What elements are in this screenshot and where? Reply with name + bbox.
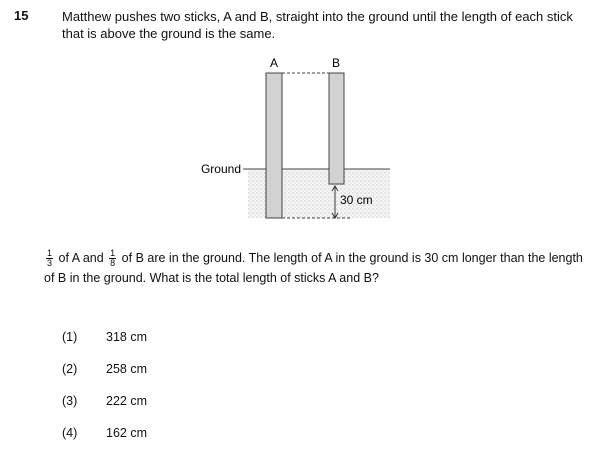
- option-3[interactable]: [62, 394, 147, 408]
- label-b: B: [331, 56, 341, 70]
- option-number: (1): [62, 330, 78, 344]
- label-a: A: [269, 56, 279, 70]
- fraction-a: [46, 249, 53, 268]
- fraction-a-numerator: 1: [47, 248, 53, 259]
- option-2[interactable]: [62, 362, 147, 376]
- fraction-b: [109, 249, 116, 268]
- option-text: 318 cm: [106, 330, 147, 344]
- option-number: (3): [62, 394, 78, 408]
- fraction-a-denominator: 3: [47, 258, 53, 269]
- option-number: (2): [62, 362, 78, 376]
- question-stem: Matthew pushes two sticks, A and B, straight into the ground until the length of each stick that is above the ground is the same.: [62, 9, 573, 41]
- question-text: [44, 248, 594, 288]
- stick-b: [329, 73, 344, 184]
- fraction-b-numerator: 1: [110, 248, 116, 259]
- option-1[interactable]: [62, 330, 147, 344]
- measure-label: 30 cm: [340, 193, 373, 207]
- option-text: 162 cm: [106, 426, 147, 440]
- question-text-part1: of A and: [58, 251, 104, 265]
- option-number: (4): [62, 426, 78, 440]
- option-text: 222 cm: [106, 394, 147, 408]
- question-text-part2: of B are in the ground. The length of A in the ground is 30 cm longer than the length of B in the ground. What is the total length of sticks A and B?: [44, 251, 583, 286]
- option-4[interactable]: [62, 426, 147, 440]
- stick-a: [266, 73, 282, 218]
- ground-label: Ground: [200, 162, 241, 176]
- fraction-b-denominator: 8: [110, 258, 116, 269]
- option-text: 258 cm: [106, 362, 147, 376]
- question-number: 15: [14, 8, 29, 23]
